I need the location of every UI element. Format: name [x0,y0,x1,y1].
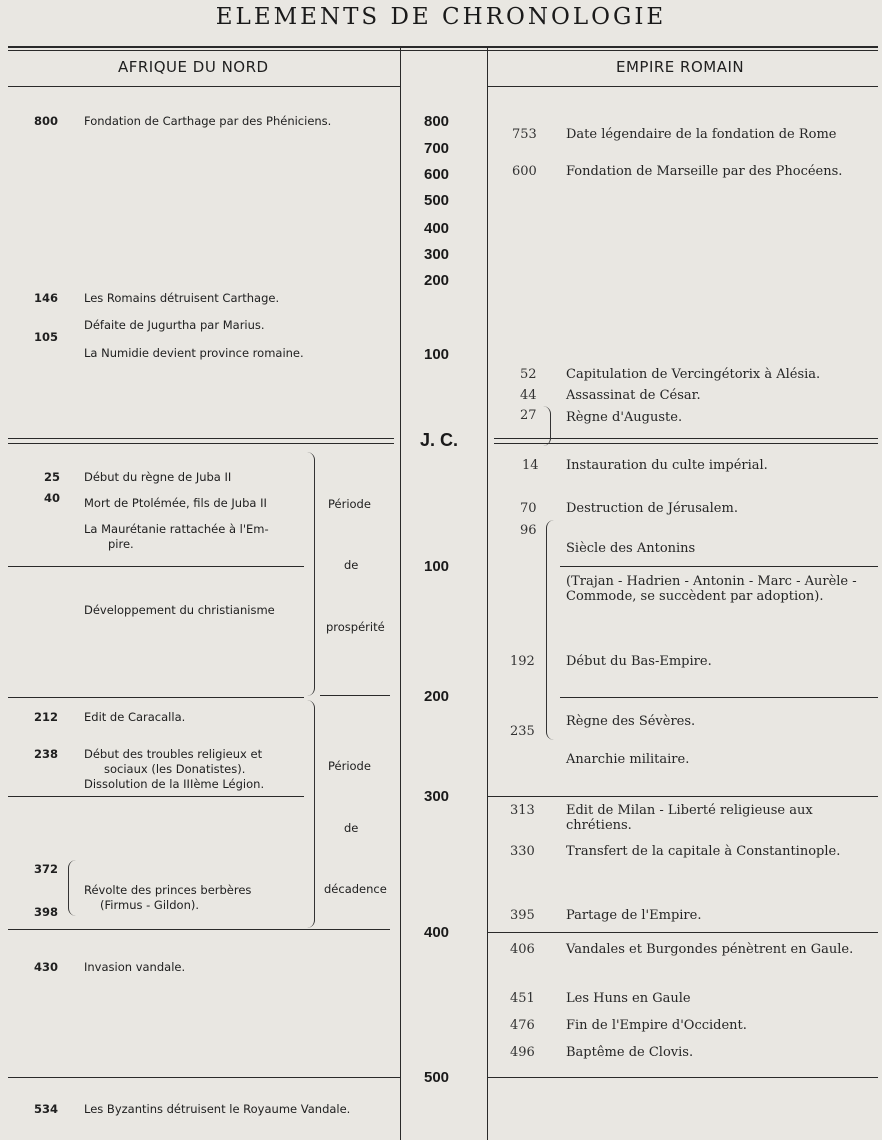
right-event: Siècle des Antonins [566,541,696,556]
right-event: Fin de l'Empire d'Occident. [566,1018,747,1033]
left-year: 238 [34,747,59,761]
antonins-brace [546,520,555,740]
right-event: Assassinat de César. [566,388,701,403]
left-event: (Firmus - Gildon). [100,898,199,912]
right-year: 496 [510,1045,535,1060]
left-event: Dissolution de la IIIème Légion. [84,777,265,791]
left-year: 105 [34,330,59,344]
timeline-label: 100 [424,346,450,363]
left-event: Fondation de Carthage par des Phéniciens. [84,114,332,128]
right-year: 313 [510,803,535,818]
right-event: Les Huns en Gaule [566,991,691,1006]
left-separator [8,796,304,797]
right-event: Baptême de Clovis. [566,1045,694,1060]
right-event: Destruction de Jérusalem. [566,501,738,516]
left-separator [8,566,304,567]
left-event: pire. [108,537,134,551]
timeline-label: 300 [424,246,450,263]
right-year: 27 [520,408,537,423]
left-event: La Numidie devient province romaine. [84,346,304,360]
left-event: Invasion vandale. [84,960,186,974]
left-event: Les Byzantins détruisent le Royaume Vandale. [84,1102,351,1116]
left-year: 40 [44,491,61,505]
right-event: Date légendaire de la fondation de Rome [566,127,837,142]
right-year: 235 [510,724,535,739]
timeline-label: 200 [424,272,450,289]
left-year: 25 [44,470,61,484]
left-separator [320,695,390,696]
right-event: Partage de l'Empire. [566,908,702,923]
timeline-label: 100 [424,558,450,575]
right-event: Transfert de la capitale à Constantinople. [566,844,841,859]
right-year: 476 [510,1018,535,1033]
revolt-brace [68,860,77,916]
period-brace [304,452,315,696]
left-separator [8,929,390,930]
right-year: 600 [512,164,537,179]
left-header-rule [8,86,400,87]
timeline-label: 700 [424,140,450,157]
period-label: de [344,558,359,572]
right-event: Instauration du culte impérial. [566,458,768,473]
right-year: 406 [510,942,535,957]
right-year: 44 [520,388,537,403]
left-year: 398 [34,905,59,919]
timeline-label: 600 [424,166,450,183]
left-event: Développement du christianisme [84,603,275,617]
timeline-label: 800 [424,113,450,130]
left-column-header: AFRIQUE DU NORD [118,58,269,76]
jc-rule-right [494,438,878,439]
right-event: Fondation de Marseille par des Phocéens. [566,164,843,179]
left-year: 372 [34,862,59,876]
right-column-divider [487,48,488,1140]
right-event: Edit de Milan - Liberté religieuse aux chrétiens. [566,803,813,833]
left-event: sociaux (les Donatistes). [104,762,246,776]
right-separator [487,796,878,797]
timeline-label: 400 [424,924,450,941]
auguste-brace [540,406,551,446]
left-separator [8,697,304,698]
left-year: 212 [34,710,59,724]
left-year: 430 [34,960,59,974]
left-year: 534 [34,1102,59,1116]
right-year: 96 [520,523,537,538]
right-event: Règne des Sévères. [566,714,696,729]
right-separator [487,1077,878,1078]
timeline-label: 500 [424,192,450,209]
left-event: Défaite de Jugurtha par Marius. [84,318,265,332]
left-event: Début du règne de Juba II [84,470,232,484]
timeline-label: 400 [424,220,450,237]
left-year: 800 [34,114,59,128]
right-year: 395 [510,908,535,923]
timeline-label: 500 [424,1069,450,1086]
period-label: prospérité [326,620,385,634]
left-event: Mort de Ptolémée, fils de Juba II [84,496,267,510]
right-year: 14 [522,458,539,473]
right-event: Début du Bas-Empire. [566,654,712,669]
right-year: 753 [512,127,537,142]
right-column-header: EMPIRE ROMAIN [616,58,745,76]
right-event: Capitulation de Vercingétorix à Alésia. [566,367,821,382]
period-label: Période [328,759,371,773]
left-event: Début des troubles religieux et [84,747,263,761]
right-year: 70 [520,501,537,516]
right-year: 192 [510,654,535,669]
right-header-rule [487,86,878,87]
right-event: Anarchie militaire. [566,752,690,767]
right-separator [487,932,878,933]
top-rule [8,46,878,48]
period-label: de [344,821,359,835]
period-label: décadence [324,882,387,896]
period-brace [304,700,315,928]
right-year: 451 [510,991,535,1006]
right-event: (Trajan - Hadrien - Antonin - Marc - Aurèle - Commode, se succèdent par adoption). [566,574,857,604]
period-label: Période [328,497,371,511]
timeline-label-jc: J. C. [420,430,459,450]
left-event: Edit de Caracalla. [84,710,186,724]
timeline-label: 200 [424,688,450,705]
right-separator [560,697,878,698]
right-event: Vandales et Burgondes pénètrent en Gaule. [566,942,854,957]
left-separator [8,1077,400,1078]
left-event: Les Romains détruisent Carthage. [84,291,280,305]
left-column-divider [400,48,401,1140]
right-year: 52 [520,367,537,382]
left-event: Révolte des princes berbères [84,883,252,897]
left-event: La Maurétanie rattachée à l'Em- [84,522,269,536]
timeline-label: 300 [424,788,450,805]
left-year: 146 [34,291,59,305]
jc-rule-left-2 [8,443,394,444]
top-rule-thin [8,50,878,51]
right-separator [560,566,878,567]
page-title: ELEMENTS DE CHRONOLOGIE [215,4,667,30]
right-year: 330 [510,844,535,859]
right-event: Règne d'Auguste. [566,410,683,425]
jc-rule-left [8,438,394,439]
jc-rule-right-2 [494,443,878,444]
